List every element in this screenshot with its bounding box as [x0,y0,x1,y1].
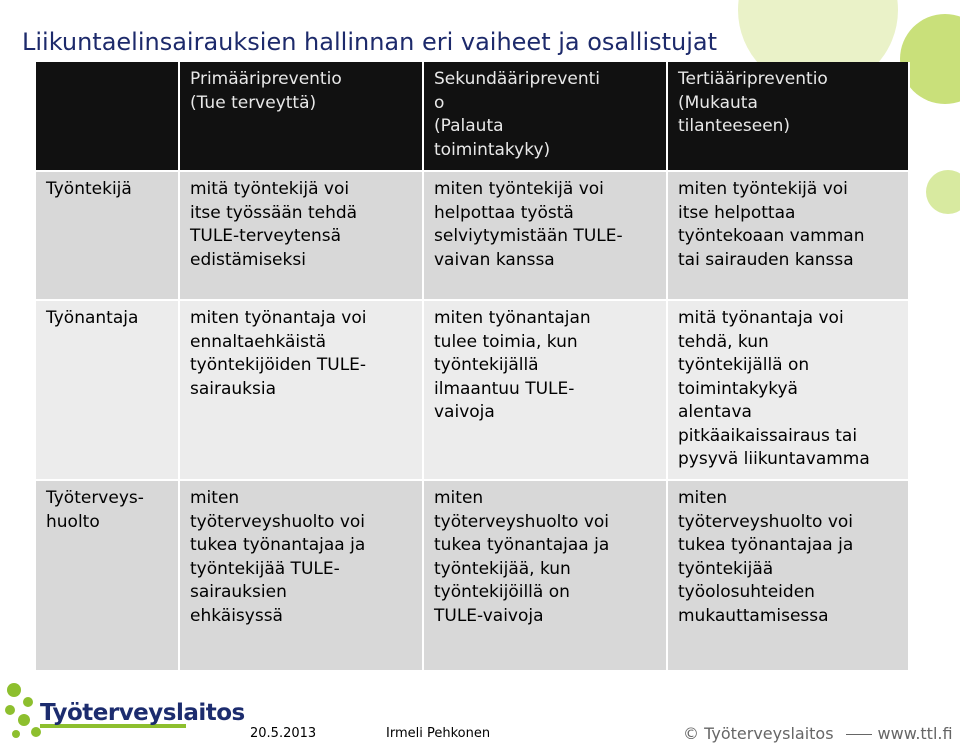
header-cell-empty [36,62,180,172]
table-cell: mitä työntekijä voi itse työssään tehdä TULE-terveytensä edistämiseksi [180,172,424,301]
footer-url[interactable]: www.ttl.fi [877,724,953,743]
table-cell: miten työnantajan tulee toimia, kun työntekijällä ilmaantuu TULE- vaivoja [424,301,668,481]
footer-copyright: © Työterveyslaitos [683,724,834,743]
row-label-employer: Työnantaja [36,301,180,481]
footer-date: 20.5.2013 [250,726,317,741]
footer-author: Irmeli Pehkonen [386,726,491,741]
header-tertiary-prevention: Tertiääripreventio (Mukauta tilanteeseen) [668,62,910,172]
table-cell: miten työterveyshuolto voi tukea työnantajaa ja työntekijää työolosuhteiden mukauttamisessa [668,481,910,672]
prevention-table [36,62,910,672]
row-label-employee: Työntekijä [36,172,180,301]
table-cell: miten työterveyshuolto voi tukea työnantajaa ja työntekijää, kun työntekijöillä on TULE-vaivoja [424,481,668,672]
table-cell: miten työnantaja voi ennaltaehkäistä työntekijöiden TULE- sairauksia [180,301,424,481]
decorative-circle-small [926,170,960,214]
table-cell: miten työterveyshuolto voi tukea työnantajaa ja työntekijää TULE- sairauksien ehkäisyssä [180,481,424,672]
footer-copyright-group [683,724,953,743]
logo-text: Työterveyslaitos [40,700,245,726]
table-cell: mitä työnantaja voi tehdä, kun työntekijällä on toimintakykyä alentava pitkäaikaissairaus tai pysyvä liikuntavamma [668,301,910,481]
table-cell: miten työntekijä voi helpottaa työstä selviytymistään TULE- vaivan kanssa [424,172,668,301]
header-primary-prevention: Primääripreventio (Tue terveyttä) [180,62,424,172]
header-secondary-prevention: Sekundääripreventi o (Palauta toimintakyky) [424,62,668,172]
slide-title: Liikuntaelinsairauksien hallinnan eri vaiheet ja osallistujat [22,28,718,56]
table-cell: miten työntekijä voi itse helpottaa työntekoaan vamman tai sairauden kanssa [668,172,910,301]
ttl-logo [2,680,245,746]
footer-dash [846,734,872,735]
row-label-occupational-health: Työterveys- huolto [36,481,180,672]
